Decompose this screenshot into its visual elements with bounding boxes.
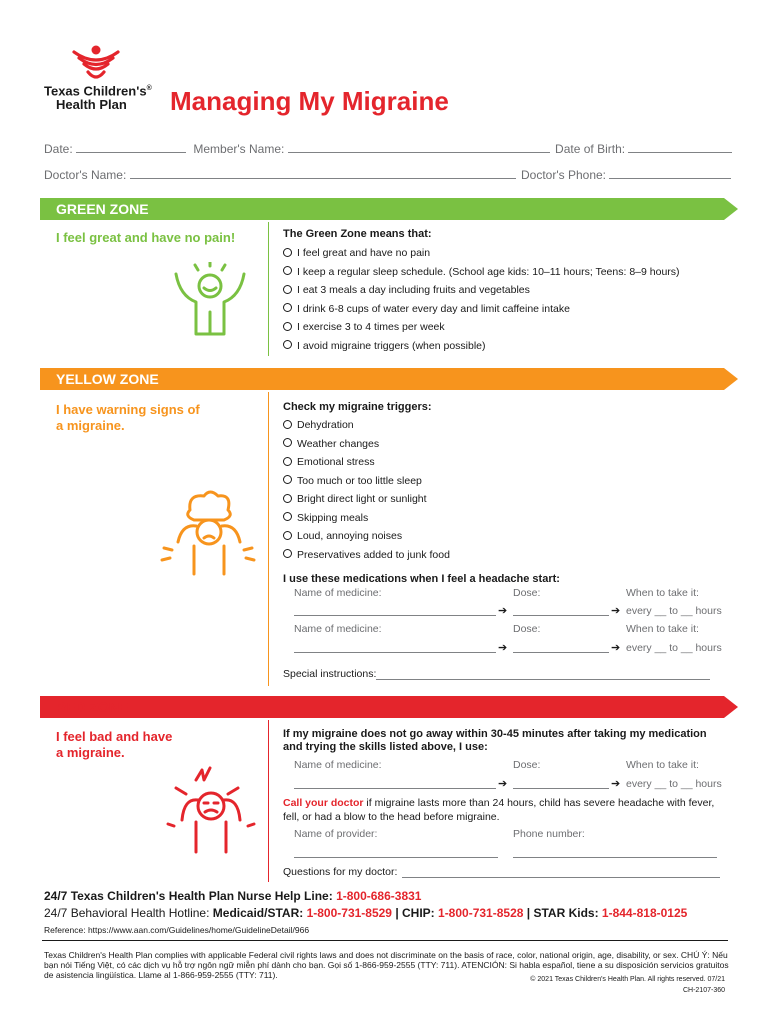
item-text: I avoid migraine triggers (when possible) — [297, 339, 486, 352]
yellow-checklist — [283, 419, 450, 567]
item-text: Skipping meals — [297, 511, 369, 524]
nurse-line-phone[interactable]: 1-800-686-3831 — [336, 889, 422, 903]
doctor-name-label: Doctor's Name: — [44, 168, 127, 182]
date-field[interactable] — [76, 142, 186, 153]
green-item[interactable] — [283, 284, 680, 303]
legal-line-2: bạn nói Tiếng Việt, có các dịch vụ hỗ trợ ngôn ngữ miễn phí dành cho bạn. Gọi số 1-866-959-2555 (TTY: 711). ATENCIÓN: Si habla español, tiene a su disposición servicios gratuitos — [44, 960, 729, 970]
separator: | — [391, 906, 403, 920]
checkbox-icon[interactable] — [283, 303, 292, 312]
arrow-icon: ➔ — [611, 778, 621, 790]
checkbox-icon[interactable] — [283, 266, 292, 275]
form-code: CH-2107-360 — [682, 987, 725, 994]
footer-divider — [42, 940, 728, 941]
date-label: Date: — [44, 142, 73, 156]
doctor-name-field[interactable] — [130, 168, 516, 179]
item-text: Weather changes — [297, 437, 380, 450]
nurse-line — [44, 889, 421, 903]
item-text: I eat 3 meals a day including fruits and vegetables — [297, 284, 530, 296]
checkbox-icon[interactable] — [283, 457, 292, 466]
yellow-tag-line-1: I have warning signs of — [56, 402, 200, 417]
red-tag-line-2: a migraine. — [56, 745, 125, 760]
yellow-item[interactable] — [283, 512, 450, 531]
red-heading-line-2: and trying the skills listed above, I use: — [283, 741, 488, 753]
green-zone-tag: I feel great and have no pain! — [56, 230, 236, 245]
red-divider — [268, 720, 269, 882]
yellow-item[interactable] — [283, 456, 450, 475]
item-text: Dehydration — [297, 419, 354, 431]
page-title: Managing My Migraine — [170, 86, 449, 116]
when-label: When to take it: — [626, 759, 699, 771]
arrow-icon: ➔ — [611, 605, 621, 617]
bh-label: 24/7 Behavioral Health Hotline: — [44, 906, 213, 920]
dose-label: Dose: — [513, 623, 541, 635]
nurse-line-label: 24/7 Texas Children's Health Plan Nurse Help Line: — [44, 889, 337, 903]
item-text: I drink 6-8 cups of water every day and limit caffeine intake — [297, 302, 570, 315]
item-text: I exercise 3 to 4 times per week — [297, 321, 445, 333]
medicine-name-label: Name of medicine: — [294, 759, 382, 771]
every-hours-field[interactable]: every __ to __ hours — [626, 778, 722, 790]
provider-field[interactable] — [294, 857, 498, 858]
arrow-icon: ➔ — [498, 605, 508, 617]
yellow-divider — [268, 392, 269, 686]
member-name-field[interactable] — [288, 142, 550, 153]
checkbox-icon[interactable] — [283, 512, 292, 521]
medicine-name-field[interactable] — [294, 652, 496, 653]
yellow-item[interactable] — [283, 475, 450, 494]
arrow-icon: ➔ — [611, 642, 621, 654]
logo — [44, 44, 154, 116]
medicine-name-label: Name of medicine: — [294, 587, 382, 599]
star-kids-label: STAR Kids: — [533, 906, 602, 920]
red-zone-bar: RED ZONE — [40, 696, 724, 718]
when-label: When to take it: — [626, 623, 699, 635]
checkbox-icon[interactable] — [283, 549, 292, 558]
green-divider — [268, 222, 269, 356]
medicaid-phone[interactable]: 1-800-731-8529 — [306, 906, 392, 920]
green-checklist — [283, 247, 680, 358]
red-heading-line-1: If my migraine does not go away within 30-45 minutes after taking my medication — [283, 728, 707, 740]
every-hours-field[interactable]: every __ to __ hours — [626, 642, 722, 654]
call-doctor-line-1: if migraine lasts more than 24 hours, child has severe headache with fever, — [363, 797, 715, 809]
dose-label: Dose: — [513, 759, 541, 771]
red-zone-tag — [56, 729, 172, 761]
provider-label: Name of provider: — [294, 828, 378, 840]
checkbox-icon[interactable] — [283, 438, 292, 447]
item-text: Emotional stress — [297, 456, 375, 468]
legal-line-3: de asistencia lingüística. Llame al 1-866-959-2555 (TTY: 711). — [44, 970, 278, 980]
item-text: Bright direct light or sunlight — [297, 493, 427, 505]
yellow-tag-line-2: a migraine. — [56, 418, 125, 433]
dose-field[interactable] — [513, 652, 609, 653]
checkbox-icon[interactable] — [283, 494, 292, 503]
green-heading: The Green Zone means that: — [283, 228, 432, 240]
call-doctor-text — [283, 796, 714, 824]
special-instructions-label: Special instructions: — [283, 668, 377, 680]
heart-hands-logo-icon — [44, 44, 154, 84]
copyright: © 2021 Texas Children's Health Plan. All rights reserved. 07/21 — [530, 976, 725, 983]
red-tag-line-1: I feel bad and have — [56, 729, 173, 744]
item-text: Too much or too little sleep — [297, 474, 422, 487]
legal-line-1: Texas Children's Health Plan complies with applicable Federal civil rights laws and does not discriminate on the basis of race, color, national origin, age, disability, or sex. CHÚ Ý: Nếu — [44, 950, 728, 960]
member-name-label: Member's Name: — [193, 142, 285, 156]
green-zone-bar: GREEN ZONE — [40, 198, 724, 220]
yellow-item[interactable] — [283, 549, 450, 568]
doctor-phone-field[interactable] — [609, 168, 731, 179]
yellow-item[interactable] — [283, 530, 450, 549]
green-item[interactable] — [283, 266, 680, 285]
item-text: Loud, annoying noises — [297, 530, 403, 542]
reference-link[interactable]: Reference: https://www.aan.com/Guidelines/home/GuidelineDetail/966 — [44, 925, 310, 935]
phone-label: Phone number: — [513, 828, 585, 840]
dose-field[interactable] — [513, 788, 609, 789]
yellow-item[interactable] — [283, 493, 450, 512]
call-doctor-emphasis: Call your doctor — [283, 797, 364, 809]
green-item[interactable] — [283, 303, 680, 322]
checkbox-icon[interactable] — [283, 322, 292, 331]
registered-mark: ® — [146, 85, 152, 92]
green-item[interactable] — [283, 321, 680, 340]
yellow-zone-tag — [56, 402, 200, 434]
checkbox-icon[interactable] — [283, 248, 292, 257]
every-hours-field[interactable]: every __ to __ hours — [626, 605, 722, 617]
arrow-icon: ➔ — [498, 642, 508, 654]
fields-row-1 — [44, 142, 732, 156]
when-label: When to take it: — [626, 587, 699, 599]
separator: | — [523, 906, 534, 920]
arrow-icon: ➔ — [498, 778, 508, 790]
item-text: Preservatives added to junk food — [297, 548, 450, 561]
behavioral-line — [44, 906, 687, 920]
yellow-zone-bar: YELLOW ZONE — [40, 368, 724, 390]
chip-label: CHIP: — [402, 906, 439, 920]
item-text: I feel great and have no pain — [297, 247, 431, 259]
dose-label: Dose: — [513, 587, 541, 599]
yellow-heading: Check my migraine triggers: — [283, 401, 432, 413]
happy-child-icon — [162, 262, 258, 342]
medicaid-label: Medicaid/STAR: — [212, 906, 307, 920]
medicine-name-field[interactable] — [294, 788, 496, 789]
call-doctor-line-2: fell, or had a blow to the head before migraine. — [283, 811, 500, 823]
star-kids-phone[interactable]: 1-844-818-0125 — [601, 906, 688, 920]
medicine-name-label: Name of medicine: — [294, 623, 382, 635]
checkbox-icon[interactable] — [283, 420, 292, 429]
fields-row-2 — [44, 168, 731, 182]
dob-field[interactable] — [628, 142, 732, 153]
yellow-item[interactable] — [283, 419, 450, 438]
green-item[interactable] — [283, 340, 680, 359]
yellow-med-heading: I use these medications when I feel a headache start: — [283, 573, 560, 585]
migraine-child-icon — [166, 766, 256, 856]
checkbox-icon[interactable] — [283, 475, 292, 484]
item-text: I keep a regular sleep schedule. (School age kids: 10–11 hours; Teens: 8–9 hours) — [297, 265, 680, 278]
dose-field[interactable] — [513, 615, 609, 616]
medicine-name-field[interactable] — [294, 615, 496, 616]
red-heading — [283, 728, 707, 754]
questions-label: Questions for my doctor: — [283, 866, 398, 878]
stressed-child-icon — [160, 486, 256, 582]
questions-field[interactable] — [402, 877, 720, 878]
dob-label: Date of Birth: — [555, 142, 626, 156]
special-instructions-field[interactable] — [376, 679, 710, 680]
yellow-item[interactable] — [283, 438, 450, 457]
checkbox-icon[interactable] — [283, 285, 292, 294]
doctor-phone-label: Doctor's Phone: — [521, 168, 607, 182]
green-item[interactable] — [283, 247, 680, 266]
logo-line-2: Health Plan — [56, 97, 127, 113]
phone-field[interactable] — [513, 857, 717, 858]
logo-line-1: Texas Children's — [44, 83, 147, 99]
checkbox-icon[interactable] — [283, 340, 292, 349]
chip-phone[interactable]: 1-800-731-8528 — [438, 906, 524, 920]
checkbox-icon[interactable] — [283, 531, 292, 540]
